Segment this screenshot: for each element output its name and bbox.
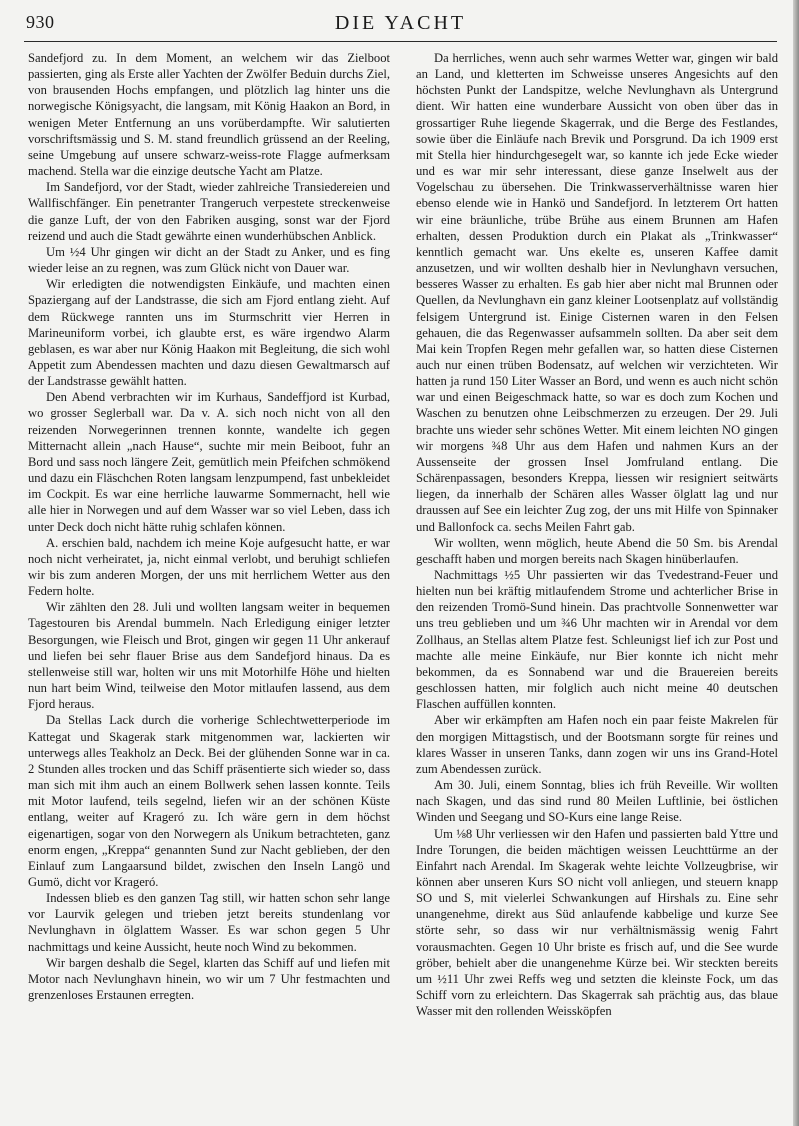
paragraph: Wir erledigten die notwendigsten Einkäufe, und machten einen Spaziergang auf der Landstrasse, die sich am Fjord entlang zieht. Auf dem Rückwege rannten uns im Sturmschritt vier Herren in Marineuniform vorbei, ich glaubte erst, es wäre irgendwo Alarm geblasen, es war aber nur König Haakon mit Begleitung, die sich wohl Appetit zum Abendessen machten und dazu diesen Gewaltmarsch auf der Landstrasse gewählt hatten. [28,277,390,389]
paragraph: Wir wollten, wenn möglich, heute Abend die 50 Sm. bis Arendal geschafft haben und morgen bereits nach Skagen hinüberlaufen. [416,535,778,566]
paragraph: Wir zählten den 28. Juli und wollten langsam weiter in bequemen Tagestouren bis Arendal bummeln. Nach Erledigung einiger letzter Besorgungen, wie Fleisch und Brot, gingen wir gegen 11 Uhr ankerauf und liefen bei sehr flauer Brise aus dem Sandefjord hinaus. Da es stellenweise still war, holten wir uns mit Motorhilfe Höhe und hielten nun hart beim Wind, teilweise den Motor mitlaufen lassend, aus dem Fjord heraus. [28,600,390,712]
paragraph: Da Stellas Lack durch die vorherige Schlechtwetterperiode im Kattegat und Skagerak stark mitgenommen war, lackierten wir unterwegs alles Teakholz an Deck. Bei der glühenden Sonne war in ca. 2 Stunden alles trocken und das Schiff präsentierte sich wieder so, dass man sich mit ihm auch an einem Bollwerk sehen lassen konnte. Teils mit Motor laufend, teils segelnd, liefen wir an der schönen Küste entlang, weiter auf Krageró zu. Ich wäre gern in dem höchst eigenartigen, sogar von den Norwegern als Unikum betrachteten, ganz enorm engen, „Kreppa“ genannten Sund zur Nacht geblieben, der den Einlauf zum Langaarsund bildet, zwischen den Inseln Langö und Gumö, dicht vor Krageró. [28,713,390,889]
paragraph: Sandefjord zu. In dem Moment, an welchem wir das Zielboot passierten, ging als Erste aller Yachten der Zwölfer Beduin durchs Ziel, von brausenden Hochs empfangen, und plötzlich lag hinter uns die norwegische Königsyacht, die langsam, mit König Haakon an Bord, in wenigen Meter Entfernung an uns vorüberdampfte. Wir salutierten vorschriftsmässig und S. M. stand freundlich grüssend an der Reeling, seine Umgebung auf unsere schwarz-weiss-rote Flagge aufmerksam machend. Stella war die einzige deutsche Yacht am Platze. [28,51,390,179]
page-header [26,12,775,40]
right-column [416,50,778,1019]
page-edge-shadow [793,0,799,1126]
header-rule [24,41,777,42]
paragraph: Da herrliches, wenn auch sehr warmes Wetter war, gingen wir bald an Land, und kletterten im Schweisse unseres Angesichts auf den höchsten Punkt der Landspitze, welche Nevlunghavn als Untergrund dient. Wir hatten eine wunderbare Aussicht von oben über das in grossartiger Ruhe liegende Skagerrak, und die Berge des Festlandes, sowie über die Einläufe nach Brevik und Porsgrund. Da ich 1909 erst mit Stella hier hindurchgesegelt war, so kannte ich jede Ecke wieder und es war mir sehr interessant, diese ganze Inselwelt aus der Vogelschau zu übersehen. Die Trinkwasserverhältnisse waren hier ebenso elende wie in Hankö und Sandefjord. In letzterem Ort hatten wir eine bräunliche, trübe Brühe aus einem Brunnen am Hafen erhalten, dessen Produktion durch ein Plakat als „Trinkwasser“ kenntlich gemacht war. Uns ekelte es, unseren Kaffee damit anzusetzen, und wir wollten deshalb hier in Nevlunghavn versuchen, besseres Wasser zu erhalten. Es gab hier aber nicht mal Brunnen oder Quellen, da Nevlunghavn ein ganz kleiner Lootsenplatz auf vollständig felsigem Untergrund ist. Einige Cisternen waren in den Felsen gehauen, die das Regenwasser aufsammeln sollten. Da aber seit dem Mai kein Tropfen Regen mehr gefallen war, so hatten diese Cisternen auch nur einen trüben Bodensatz, auf welchen wir verzichteten. Wir hatten ja rund 150 Liter Wasser an Bord, und wenn es auch nicht schön war und einen Beigeschmack hatte, so war es doch zum Kochen und Waschen zu benutzen ohne Leibschmerzen zu erzeugen. Der 29. Juli brachte uns wieder sehr schönes Wetter. Mit einem leichten NO gingen wir morgens ¾8 Uhr aus dem Hafen und nahmen Kurs an der Aussenseite der grossen Insel Jomfruland entlang. Die Schärenpassagen, besonders Kreppa, liessen wir resigniert seitwärts liegen, da innerhalb der Schären alles Wasser ölglatt lag und nur draussen auf See ein leichter Zug zog, der uns mit Hilfe von Spinnaker und Ballonfock ca. sechs Meilen Fahrt gab. [416,51,778,534]
paragraph: Um ½4 Uhr gingen wir dicht an der Stadt zu Anker, und es fing wieder leise an zu regnen, was zum Glück nicht von Dauer war. [28,244,390,276]
paragraph: Indessen blieb es den ganzen Tag still, wir hatten schon sehr lange vor Laurvik gelegen und trieben jetzt bereits stundenlang vor Nevlunghavn in ölglattem Wasser. Es war schon gegen 5 Uhr nachmittags und keine Aussicht, heute noch Wind zu bekommen. [28,891,390,954]
paragraph: Im Sandefjord, vor der Stadt, wieder zahlreiche Transiedereien und Wallfischfänger. Ein penetranter Trangeruch verpestete streckenweise die ganze Luft, der von den Fabriken ausging, sonst war der Fjord reizend und auch die Stadt gewährte einen wunderhübschen Anblick. [28,180,390,243]
paragraph: Wir bargen deshalb die Segel, klarten das Schiff auf und liefen mit Motor nach Nevlunghavn hinein, wo wir um 7 Uhr festmachten und grenzenloses Erstaunen erregten. [28,955,390,1003]
running-title: DIE YACHT [334,12,467,34]
paragraph: A. erschien bald, nachdem ich meine Koje aufgesucht hatte, er war noch nicht verheiratet, ja, nicht einmal verlobt, und beruhigt schliefen wir bis zum anderen Morgen, der uns mit herrlichem Wetter aus den Federn holte. [28,535,390,599]
paragraph: Nachmittags ½5 Uhr passierten wir das Tvedestrand-Feuer und hielten nun bei kräftig mitlaufendem Strome und achterlicher Brise in den reizenden Tromö-Sund hinein. Das prachtvolle Sonnenwetter war uns treu geblieben und um ¾6 Uhr machten wir in Arendal vor dem Zollhaus, an Stellas altem Platze fest. Schleunigst lief ich zur Post und machte alle meine Einkäufe, nur Bier konnte ich nicht mehr bekommen, da es Sonnabend war und die Brauereien bereits geschlossen hatten, mir folglich auch nicht meine 40 deutschen Flaschen auffüllen konnten. [416,568,778,712]
page-number: 930 [26,12,55,32]
paragraph: Um ⅛8 Uhr verliessen wir den Hafen und passierten bald Yttre und Indre Torungen, die beiden mächtigen weissen Leuchttürme an der Einfahrt nach Arendal. Im Skagerak wehte leichte Vollzeugbrise, wir können aber unseren Kurs SO nicht voll anliegen, und steuern knapp SO und S, mit vielerlei Schwankungen auf Hirshals zu. Eine sehr unangenehme, direkt aus Süd anlaufende kabbelige und kurze See störte sehr, so dass wir nur verhältnismässig wenig Fahrt vorausmachten. Gegen 10 Uhr briste es frisch auf, und die See wurde gröber, behielt aber die unangenehme Kürze bei. Wir steckten bereits um ½11 Uhr zwei Reffs weg und setzten die kleinste Fock, um das Schiff vorn zu erleichtern. Das Skagerrak sah prächtig aus, das blaue Wasser mit den rollenden Weissköpfen [416,826,778,1019]
left-column [28,50,390,1003]
paragraph: Den Abend verbrachten wir im Kurhaus, Sandeffjord ist Kurbad, wo grosser Seglerball war. Da v. A. sich noch nicht von all den reizenden Norwegerinnen trennen konnte, wandelte ich gegen Mitternacht allein „nach Hause“, suchte mir mein Beiboot, fuhr an Bord und sass noch längere Zeit, gemütlich mein Pfeifchen schmökend und dazu ein Fläschchen Roten langsam lenzpumpend, fast unbekleidet im Cockpit. Es war eine herrliche lauwarme Sommernacht, hell wie alle hier in Norwegen und auf dem Wasser war so viel Leben, dass ich unter Deck doch nicht hätte ruhig schlafen können. [28,390,390,534]
paragraph: Aber wir erkämpften am Hafen noch ein paar feiste Makrelen für den morgigen Mittagstisch, und der Bootsmann sorgte für reines und klares Wasser in unseren Tanks, dann zogen wir uns ins Grand-Hotel zum Abendessen zurück. [416,713,778,776]
paragraph: Am 30. Juli, einem Sonntag, blies ich früh Reveille. Wir wollten nach Skagen, und das sind rund 80 Meilen Luftlinie, bei östlichen Winden und Seegang und SO-Kurs eine lange Reise. [416,778,778,825]
